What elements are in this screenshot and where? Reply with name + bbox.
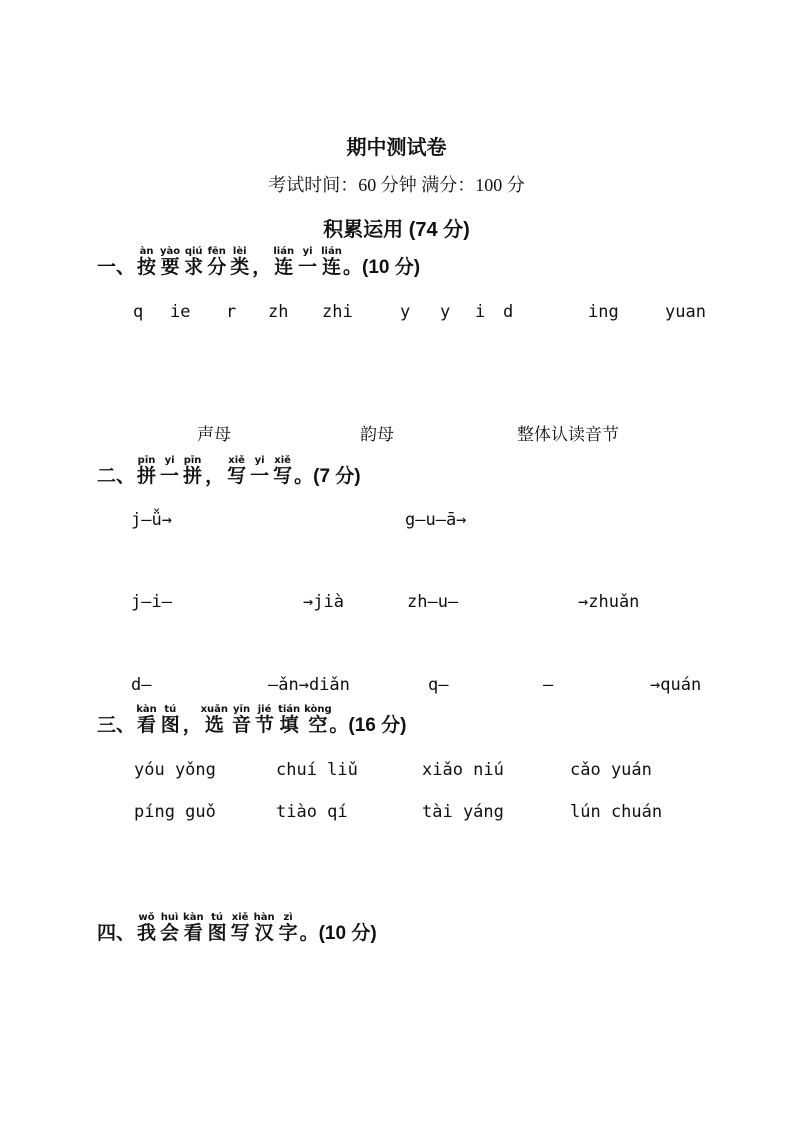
q2-item: zh—u—	[407, 592, 459, 612]
q3-word: tài yáng	[422, 802, 504, 822]
q1-letter: q	[133, 302, 144, 322]
q2-item: —	[543, 675, 554, 695]
question-1-points: 。(10 分)	[343, 257, 421, 278]
q3-word: cǎo yuán	[570, 760, 652, 780]
question-1-number: 一、	[97, 257, 136, 278]
q2-item: q—	[428, 675, 449, 695]
q1-category-shengmu: 声母	[197, 425, 231, 444]
q2-item: j—ǚ→	[131, 510, 172, 530]
question-2-heading	[97, 455, 361, 488]
q2-item: →quán	[650, 675, 702, 695]
question-3-text: 看kàn图tú，选xuǎn音yīn节jié填tián空kòng	[136, 704, 332, 736]
q2-item: g—u—ā→	[405, 510, 467, 530]
q3-word: tiào qí	[276, 802, 348, 822]
q3-word: xiǎo niú	[422, 760, 504, 780]
question-4-heading	[97, 912, 377, 945]
q1-letter: zh	[268, 302, 289, 322]
q1-letter: zhi	[322, 302, 353, 322]
question-4-points: 。(10 分)	[299, 923, 377, 944]
question-2-points: 。(7 分)	[294, 466, 361, 487]
question-3-number: 三、	[97, 715, 136, 736]
question-3-points: 。(16 分)	[329, 715, 407, 736]
question-2-text: 拼pīn一yi拼pīn， 写xiě一yi写xiě	[137, 455, 293, 487]
q3-word: píng guǒ	[134, 802, 216, 822]
q2-item: d—	[131, 675, 152, 695]
q1-letter: yuan	[665, 302, 706, 322]
q1-category-yunmu: 韵母	[360, 425, 394, 444]
q3-word: chuí liǔ	[276, 760, 358, 780]
q1-letter: r	[226, 302, 237, 322]
q2-item: →zhuǎn	[578, 592, 640, 612]
q3-word: lún chuán	[570, 802, 663, 822]
q2-item: —ǎn→diǎn	[268, 675, 350, 695]
question-4-number: 四、	[97, 923, 136, 944]
question-3-heading	[97, 704, 407, 737]
exam-meta: 考试时间：60 分钟 满分：100 分	[268, 175, 525, 195]
q2-item: j—i—	[131, 592, 172, 612]
question-4-text: 我wǒ会huì看kàn图tú写xiě汉hàn字zì	[137, 912, 298, 944]
section-title: 积累运用 (74 分)	[323, 219, 470, 241]
q1-letter: ing	[588, 302, 619, 322]
q1-letter: y	[440, 302, 451, 322]
q1-letter: d	[503, 302, 514, 322]
q1-letter: i	[475, 302, 486, 322]
q1-letter: ie	[170, 302, 191, 322]
question-1-text: 按àn要yào求qiú分fēn类lèi， 连lián一yi连lián	[137, 246, 342, 278]
q2-item: →jià	[303, 592, 344, 612]
question-1-heading	[97, 246, 420, 279]
page-title: 期中测试卷	[346, 137, 447, 159]
question-2-number: 二、	[97, 466, 136, 487]
q1-letter: y	[400, 302, 411, 322]
q1-category-zhengti: 整体认读音节	[517, 425, 619, 444]
q3-word: yóu yǒng	[134, 760, 216, 780]
